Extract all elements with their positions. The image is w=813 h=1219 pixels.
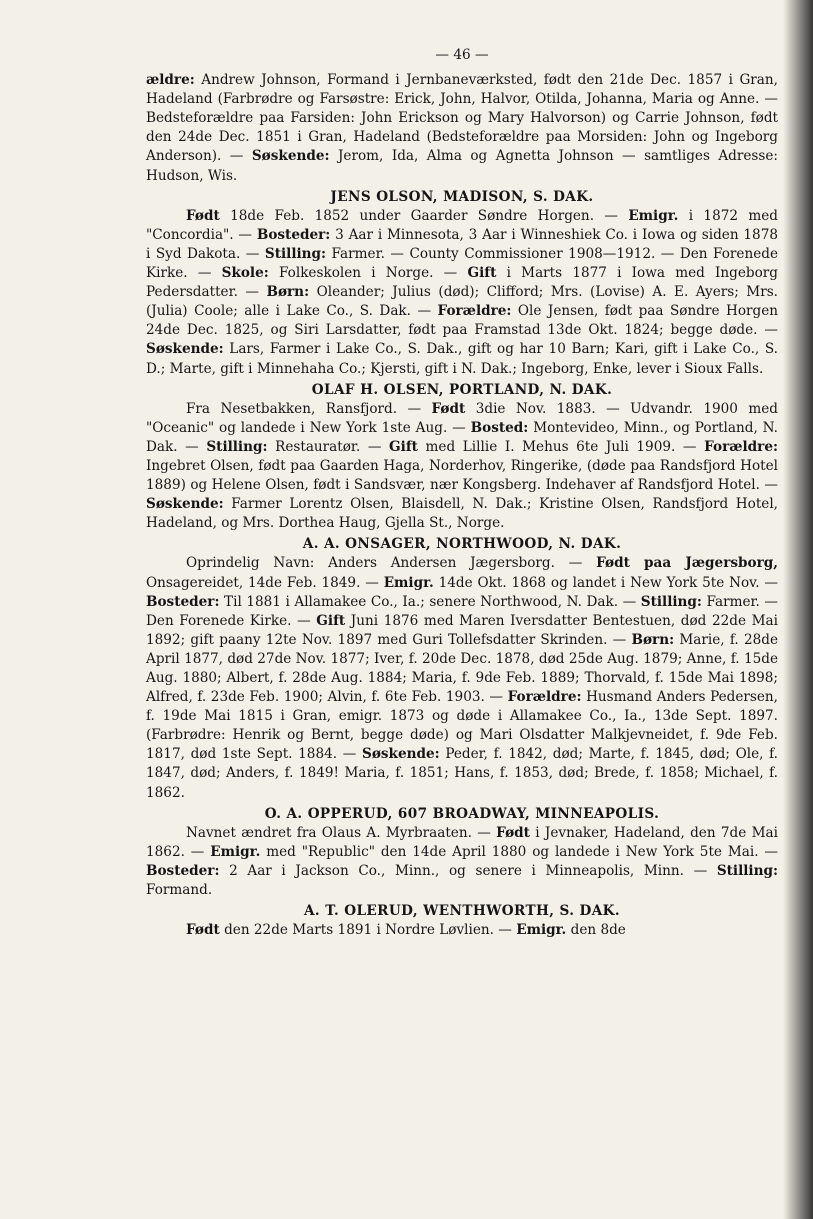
field-text: Ole Jensen, født paa Søndre Horgen 24de Dec. 1825, og Siri Larsdatter, født paa Framstad 13de Okt. 1824; begge døde. — [146, 303, 779, 339]
page-edge-shadow [783, 0, 813, 1219]
field-label: Søskende: [251, 148, 330, 165]
entry-heading-opperud: O. A. OPPERUD, 607 BROADWAY, MINNEAPOLIS. [264, 805, 660, 822]
entry-body-onsager [146, 554, 778, 802]
field-label: Bosteder: [146, 593, 220, 610]
field-label: Stilling: [206, 438, 268, 455]
field-label: Født [186, 207, 220, 224]
field-text: Onsagereidet, 14de Feb. 1849. — [146, 574, 384, 591]
field-text: Til 1881 i Allamakee Co., Ia.; senere Northwood, N. Dak. — [219, 593, 641, 610]
field-label: Gift [389, 438, 418, 455]
entry-body-jens-olson [146, 207, 778, 379]
field-text: i Jevnaker, Hadeland, den 7de Mai 1862. — [146, 824, 778, 860]
field-label: Bosteder: [146, 862, 220, 879]
field-label: Emigr. [383, 574, 434, 591]
document-page [146, 46, 778, 940]
field-label: Født paa Jægersborg, [596, 555, 778, 572]
field-text: 18de Feb. 1852 under Gaarder Søndre Horgen. — [219, 207, 629, 224]
entry-body-opperud [146, 824, 778, 900]
field-text: Ingebret Olsen, født paa Gaarden Haga, Norderhov, Ringerike, (døde paa Randsfjord Hotel 1889) og Helene Olsen, født i Sandsvær, nær Kongsberg. Indehaver af Randsfjord Hotel. — [146, 457, 778, 494]
field-text: Farmer. — County Commissioner 1908—1912. — Den Forenede Kirke. — [146, 245, 778, 282]
intro-paragraph [146, 71, 778, 186]
field-label: Gift [316, 612, 346, 629]
field-label: Søskende: [146, 496, 224, 513]
entry-heading-jens-olson: JENS OLSON, MADISON, S. DAK. [330, 188, 594, 205]
field-text: Husmand Anders Pedersen, f. 19de Mai 1815 i Gran, emigr. 1873 og døde i Allamakee Co., Ia., 13de Sept. 1897. (Farbrødre: Henrik og Bernt, begge døde) og Mari Olsdatter Malkjevneidet, f. 9de Feb. 1817, død 1ste Sept. 1884. — [146, 689, 778, 763]
field-text: med Lillie I. Mehus 6te Juli 1909. — [417, 438, 705, 455]
field-text: Lars, Farmer i Lake Co., S. Dak., gift og har 10 Barn; Kari, gift i Lake Co., S. D.; Marte, gift i Minnehaha Co.; Kjersti, gift i N. Dak.; Ingeborg, Enke, lever i Sioux Falls. [146, 341, 778, 377]
field-text: den 8de [566, 922, 626, 939]
field-text: Juni 1876 med Maren Iversdatter Bentestuen, død 22de Mai 1892; gift paany 12te Nov. 1897 med Guri Tollefsdatter Skrinden. — [146, 612, 778, 648]
field-text: Oleander; Julius (død); Clifford; Mrs. (Lovise) A. E. Ayers; Mrs. (Julia) Coole; alle i Lake Co., S. Dak. — [146, 284, 778, 320]
field-text: Oprindelig Navn: Anders Andersen Jægersborg. — [186, 555, 597, 572]
page-number: — 46 — [435, 47, 489, 63]
field-text: 14de Okt. 1868 og landet i New York 5te Nov. — [433, 574, 778, 591]
field-label: Stilling: [716, 862, 778, 879]
field-text: Navnet ændret fra Olaus A. Myrbraaten. — [186, 824, 497, 841]
field-text: Folkeskolen i Norge. — [268, 265, 468, 282]
field-text: 3die Nov. 1883. — Udvandr. 1900 med "Oceanic" og landede i New York 1ste Aug. — [146, 400, 778, 436]
field-text: i Marts 1877 i Iowa med Ingeborg Pedersdatter. — [146, 265, 778, 301]
entry-heading-olerud: A. T. OLERUD, WENTHWORTH, S. DAK. [303, 903, 620, 920]
field-label: Emigr. [516, 922, 567, 939]
field-label: Bosteder: [256, 226, 331, 243]
entry-heading-onsager: A. A. ONSAGER, NORTHWOOD, N. DAK. [302, 536, 622, 553]
field-text: Marie, f. 28de April 1877, død 27de Nov. 1877; Iver, f. 20de Dec. 1878, død 25de Aug. 1879; Anne, f. 15de Aug. 1880; Albert, f. 28de Aug. 1884; Maria, f. 9de Feb. 1889; Thorvald, f. 15de Mai 1898; Alfred, f. 23de Feb. 1900; Alvin, f. 6te Feb. 1903. — [146, 631, 778, 706]
field-label: Gift [467, 265, 497, 282]
field-label: Børn: [266, 284, 310, 301]
field-text: Farmer. — Den Forenede Kirke. — [146, 593, 779, 629]
field-text: Farmer Lorentz Olsen, Blaisdell, N. Dak.; Kristine Olsen, Randsfjord Hotel, Hadeland, og Mrs. Dorthea Haug, Gjella St., Norge. [146, 496, 778, 532]
field-label: Forældre: [507, 689, 582, 706]
field-label: Født [496, 824, 530, 841]
field-text: Andrew Johnson, Formand i Jernbaneværksted, født den 21de Dec. 1857 i Gran, Hadeland (Farbrødre og Farsøstre: Erick, John, Halvor, Otilda, Johanna, Maria og Anne. — Bedsteforældre paa Farsiden: John Erickson og Mary Halvorson) og Carrie Johnson, født den 24de Dec. 1851 i Gran, Hadeland (Bedsteforældre paa Morsiden: John og Ingeborg Anderson). — [146, 72, 778, 165]
field-label: ældre: [146, 72, 195, 89]
field-text: Jerom, Ida, Alma og Agnetta Johnson — samtliges Adresse: Hudson, Wis. [146, 148, 779, 184]
field-label: Forældre: [437, 303, 512, 320]
field-text: Formand. [146, 882, 213, 899]
field-label: Forældre: [704, 438, 778, 455]
field-label: Børn: [631, 631, 675, 648]
field-text: Fra Nesetbakken, Ransfjord. — [186, 400, 432, 417]
field-text: med "Republic" den 14de April 1880 og landede i New York 5te Mai. — [260, 843, 778, 860]
entry-body-olerud [146, 921, 778, 940]
field-text: Restauratør. — [267, 438, 390, 455]
field-label: Stilling: [264, 245, 327, 262]
field-label: Bosted: [470, 419, 529, 436]
field-label: Emigr. [210, 843, 261, 860]
field-text: 2 Aar i Jackson Co., Minn., og senere i Minneapolis, Minn. — [219, 862, 717, 879]
field-text: Montevideo, Minn., og Portland, N. Dak. — [146, 419, 779, 455]
field-label: Skole: [221, 265, 269, 282]
field-label: Født [186, 922, 220, 939]
field-label: Emigr. [628, 207, 679, 224]
field-label: Søskende: [362, 746, 440, 763]
field-label: Stilling: [640, 593, 702, 610]
field-text: Peder, f. 1842, død; Marte, f. 1845, død; Ole, f. 1847, død; Anders, f. 1849! Maria, f. 1851; Hans, f. 1853, død; Brede, f. 1858; Michael, f. 1862. [146, 746, 779, 801]
field-label: Født [431, 400, 466, 417]
entry-heading-olaf-olsen: OLAF H. OLSEN, PORTLAND, N. DAK. [311, 381, 613, 398]
field-text: den 22de Marts 1891 i Nordre Løvlien. — [219, 922, 517, 939]
field-text: i 1872 med "Concordia". — [146, 207, 778, 243]
field-text: 3 Aar i Minnesota, 3 Aar i Winneshiek Co. i Iowa og siden 1878 i Syd Dakota. — [146, 226, 778, 262]
entry-body-olaf-olsen [146, 400, 778, 534]
field-label: Søskende: [146, 341, 224, 358]
